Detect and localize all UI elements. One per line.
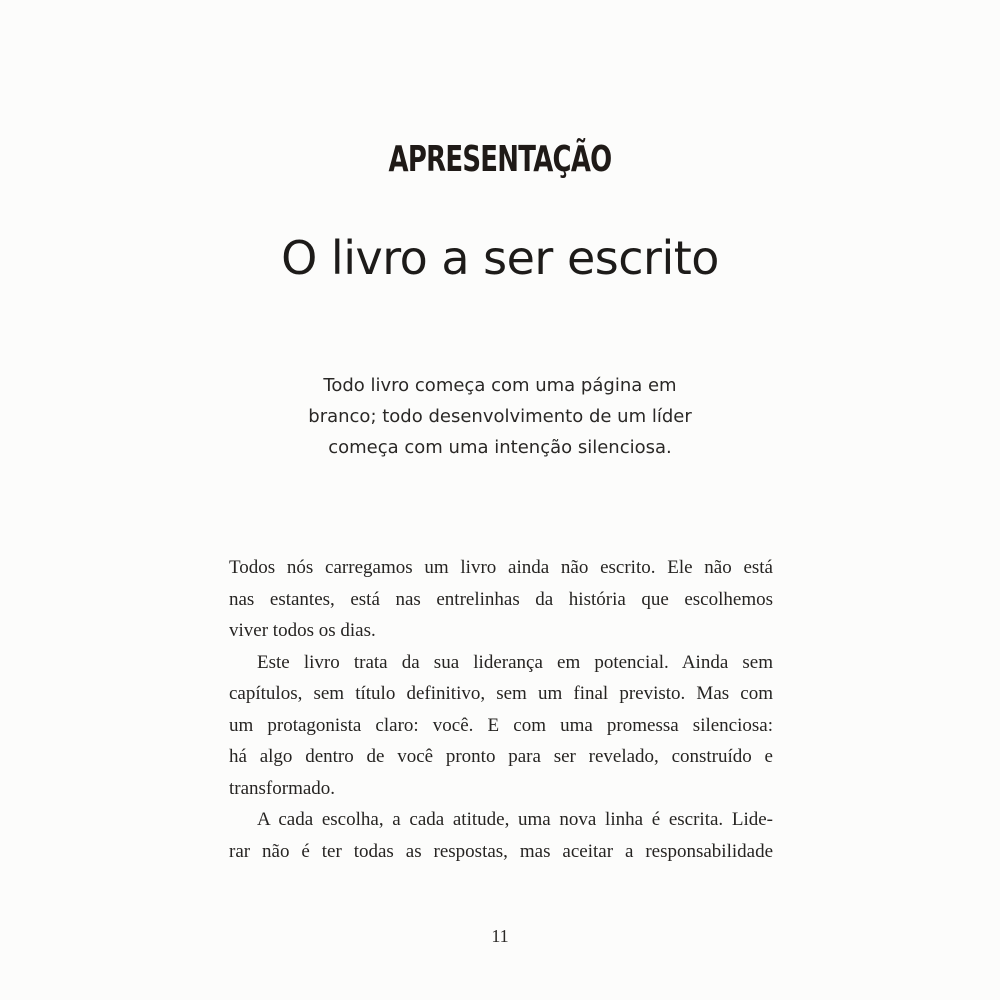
body-line: viver todos os dias. bbox=[229, 620, 376, 641]
body-line: rar não é ter todas as respostas, mas aceitar a responsabilidade bbox=[229, 840, 773, 862]
body-line: um protagonista claro: você. E com uma promessa silenciosa: bbox=[229, 714, 773, 736]
epigraph-line: Todo livro começa com uma página em bbox=[323, 375, 677, 396]
body-text bbox=[229, 552, 773, 867]
epigraph-line: começa com uma intenção silenciosa. bbox=[328, 437, 672, 458]
page-number: 11 bbox=[491, 926, 509, 946]
body-line: nas estantes, está nas entrelinhas da história que escolhemos bbox=[229, 588, 773, 610]
chapter-kicker: APRESENTAÇÃO bbox=[388, 139, 612, 180]
body-line: Todos nós carregamos um livro ainda não escrito. Ele não está bbox=[229, 557, 773, 578]
body-line: transformado. bbox=[229, 777, 336, 799]
epigraph bbox=[220, 370, 780, 463]
body-line: capítulos, sem título definitivo, sem um final previsto. Mas com bbox=[229, 683, 773, 704]
chapter-title: O livro a ser escrito bbox=[281, 231, 719, 285]
body-line: há algo dentro de você pronto para ser revelado, construído e bbox=[229, 746, 773, 767]
epigraph-line: branco; todo desenvolvimento de um líder bbox=[308, 406, 692, 427]
body-line: Este livro trata da sua liderança em potencial. Ainda sem bbox=[257, 651, 773, 673]
body-line: A cada escolha, a cada atitude, uma nova linha é escrita. Lide- bbox=[257, 809, 773, 830]
